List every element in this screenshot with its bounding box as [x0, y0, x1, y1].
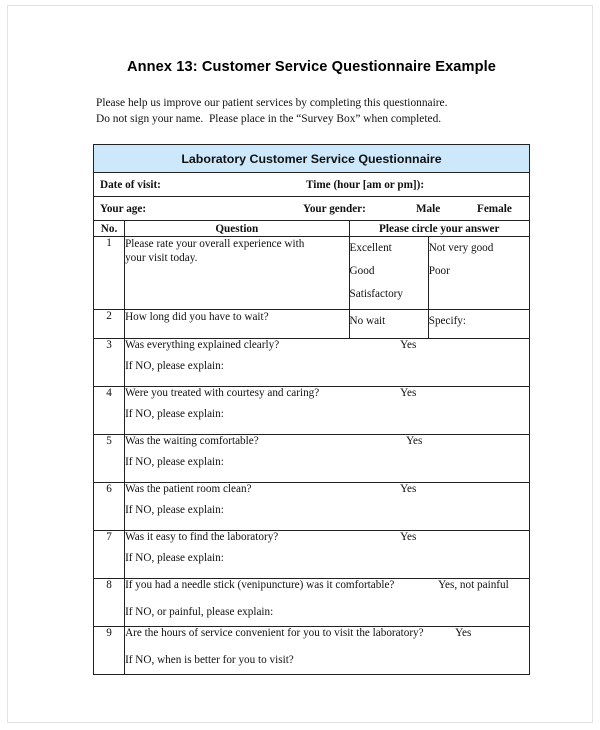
gender-label: Your gender: [303, 202, 366, 215]
demographics-cell [94, 197, 530, 221]
gender-option-female[interactable]: Female [477, 202, 512, 215]
demographics-row [94, 197, 530, 221]
answer-option[interactable]: No wait [349, 315, 386, 327]
question-cell [125, 483, 530, 531]
time-of-visit-label: Time (hour [am or pm]): [306, 178, 425, 191]
answer-options-left [349, 310, 428, 339]
answer-option[interactable]: Excellent [349, 242, 392, 254]
question-cell [125, 339, 530, 387]
answer-option[interactable]: Yes [400, 531, 417, 543]
table-row [94, 387, 530, 435]
question-text: Was the waiting comfortable? [125, 435, 259, 447]
table-row [94, 579, 530, 627]
table-row [94, 483, 530, 531]
question-text: Were you treated with courtesy and caring? [125, 387, 320, 399]
intro-paragraph [96, 96, 526, 127]
followup-prompt: If NO, please explain: [125, 552, 224, 564]
question-line: How long did you have to wait? [125, 311, 269, 323]
table-row [94, 435, 530, 483]
question-line [125, 579, 529, 606]
question-line: your visit today. [125, 252, 198, 265]
row-number: 2 [94, 310, 125, 339]
question-line: Please rate your overall experience with [125, 238, 305, 250]
row-number: 8 [94, 579, 125, 627]
followup-prompt: If NO, when is better for you to visit? [125, 654, 294, 666]
question-text-cell [125, 310, 349, 339]
answer-option[interactable]: Yes [455, 627, 472, 639]
followup-prompt: If NO, please explain: [125, 504, 224, 516]
row-number: 9 [94, 627, 125, 675]
question-line [125, 435, 529, 456]
row-number: 4 [94, 387, 125, 435]
age-label: Your age: [100, 202, 147, 215]
question-text: Was everything explained clearly? [125, 339, 280, 351]
question-text-cell [125, 237, 349, 310]
question-line [125, 531, 529, 552]
question-text: Are the hours of service convenient for you to visit the laboratory? [125, 627, 424, 639]
answer-option[interactable]: Yes [400, 483, 417, 495]
table-row [94, 310, 530, 339]
column-header-row [94, 221, 530, 237]
answer-options-right [428, 237, 529, 310]
row-number: 7 [94, 531, 125, 579]
question-cell [125, 435, 530, 483]
visit-info-row [94, 173, 530, 197]
row-number: 3 [94, 339, 125, 387]
table-row [94, 339, 530, 387]
row-number: 5 [94, 435, 125, 483]
answer-option[interactable]: Yes [400, 387, 417, 399]
answer-option[interactable]: Yes [406, 435, 423, 447]
question-cell [125, 387, 530, 435]
question-cell [125, 579, 530, 627]
answer-options-right [428, 310, 529, 339]
questionnaire-table [93, 144, 530, 675]
column-header-no: No. [94, 221, 125, 237]
followup-prompt: If NO, please explain: [125, 408, 224, 420]
answer-option[interactable]: Good [349, 265, 375, 277]
question-cell [125, 627, 530, 675]
page-title: Annex 13: Customer Service Questionnaire Example [127, 59, 496, 75]
table-row [94, 531, 530, 579]
answer-option[interactable]: Yes [400, 339, 417, 351]
followup-prompt: If NO, please explain: [125, 456, 224, 468]
answer-option[interactable]: Satisfactory [349, 288, 403, 300]
row-number: 6 [94, 483, 125, 531]
followup-prompt: If NO, or painful, please explain: [125, 606, 274, 618]
answer-options-left [349, 237, 428, 310]
intro-line-2: Do not sign your name. Please place in the “Survey Box” when completed. [96, 112, 442, 125]
table-row [94, 627, 530, 675]
followup-prompt: If NO, please explain: [125, 360, 224, 372]
answer-option[interactable]: Not very good [428, 242, 494, 254]
column-header-answer: Please circle your answer [349, 221, 529, 237]
row-number: 1 [94, 237, 125, 310]
question-line [125, 627, 529, 654]
question-text: Was the patient room clean? [125, 483, 252, 495]
answer-option[interactable]: Yes, not painful [438, 579, 509, 591]
table-banner-title: Laboratory Customer Service Questionnaire [94, 145, 530, 173]
column-header-question: Question [125, 221, 349, 237]
question-cell [125, 531, 530, 579]
table-row [94, 237, 530, 310]
answer-option[interactable]: Poor [428, 265, 450, 277]
visit-info-cell [94, 173, 530, 197]
question-line [125, 483, 529, 504]
question-line [125, 339, 529, 360]
date-of-visit-label: Date of visit: [100, 178, 161, 191]
question-text: Was it easy to find the laboratory? [125, 531, 279, 543]
question-line [125, 387, 529, 408]
answer-option[interactable]: Specify: [428, 315, 467, 327]
gender-option-male[interactable]: Male [416, 202, 441, 215]
table-banner-row [94, 145, 530, 173]
question-text: If you had a needle stick (venipuncture) was it comfortable? [125, 579, 395, 591]
intro-line-1: Please help us improve our patient services by completing this questionnaire. [96, 97, 448, 109]
